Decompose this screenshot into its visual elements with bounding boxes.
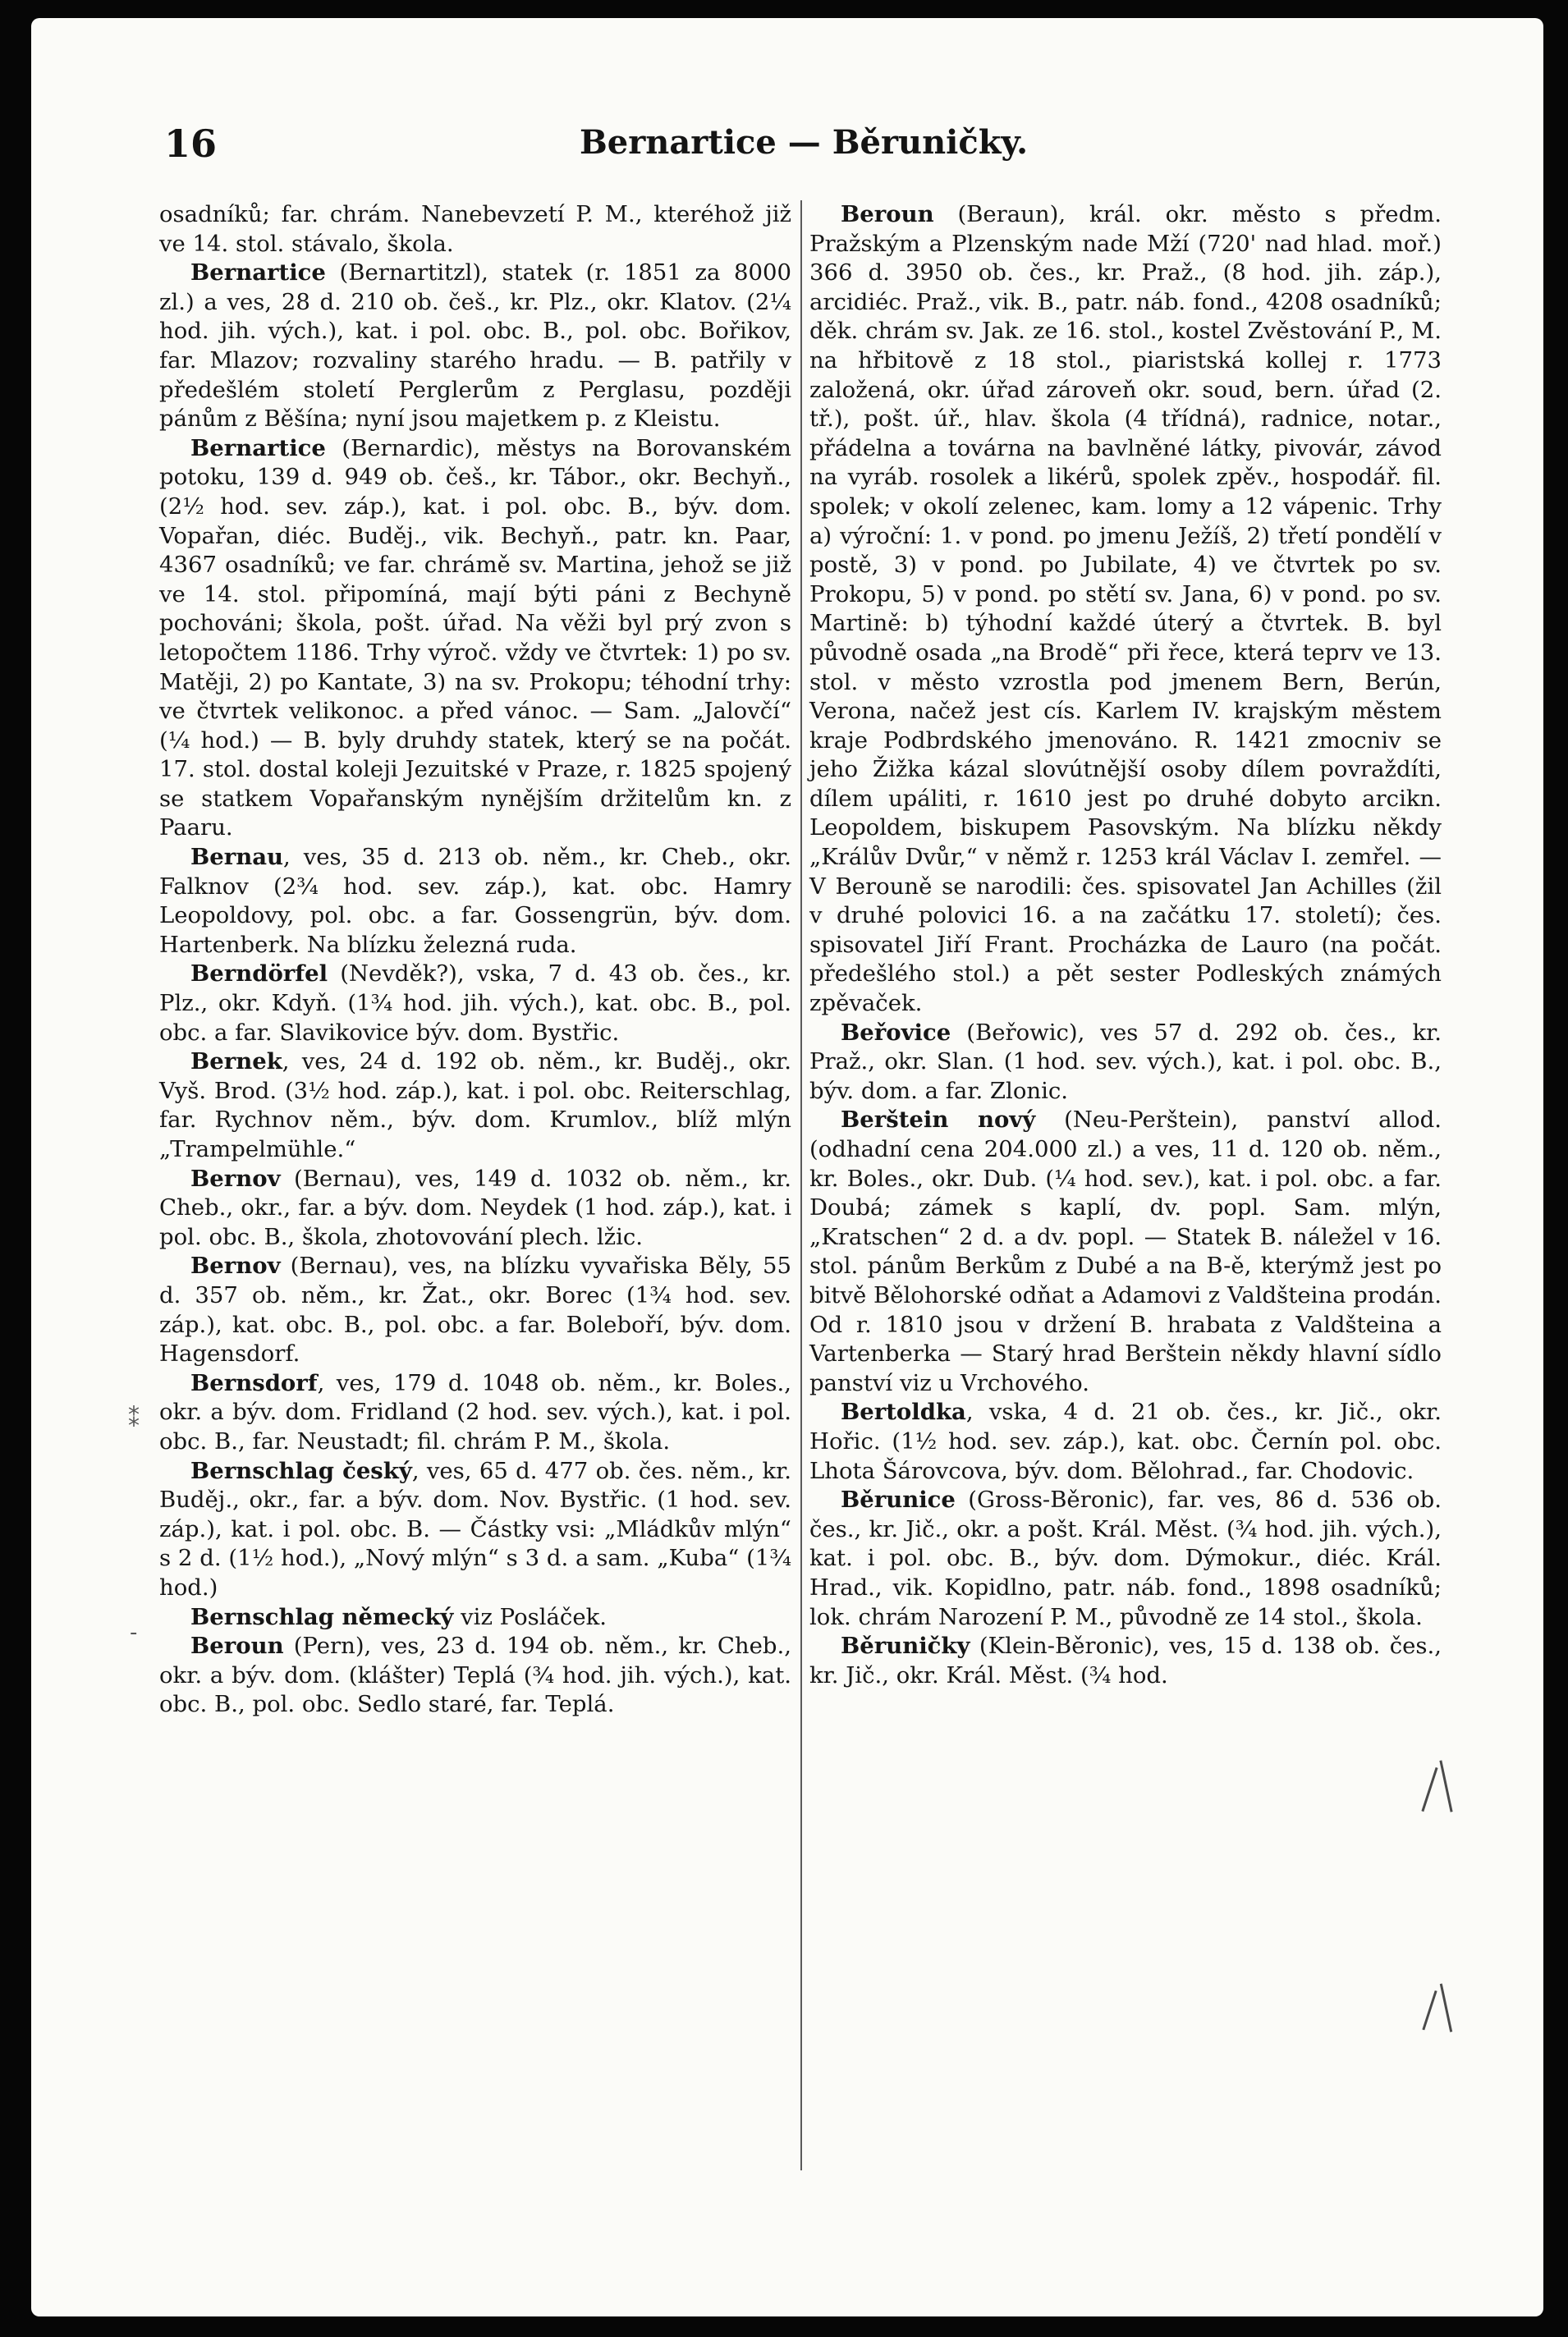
dictionary-entry (159, 1047, 791, 1164)
dictionary-entry (809, 1486, 1442, 1632)
entry-headword: Berndörfel (190, 960, 328, 987)
entry-text: (Bernau), ves, na blízku vyvařiska Běly, 55 d. 357 ob. něm., kr. Žat., okr. Borec (1¾ hod. sev. záp.), kat. obc. B., pol. obc. a far. Boleboří, býv. dom. Hagensdorf. (159, 1253, 791, 1368)
entry-text: (Bernardic), městys na Borovanském potoku, 139 d. 949 ob. češ., kr. Tábor., okr. Bechyň., (2½ hod. sev. záp.), kat. i pol. obc. B., býv. dom. Vopařan, diéc. Buděj., vik. Bechyň., patr. kn. Paar, 4367 osadníků; ve far. chrámě sv. Martina, jehož se již ve 14. stol. připomíná, mají býti páni z Bechyně pochováni; škola, pošt. úřad. Na věži byl prý zvon s letopočtem 1186. Trhy výroč. vždy ve čtvrtek: 1) po sv. Matěji, 2) po Kantate, 3) na sv. Prokopu; téhodní trhy: ve čtvrtek velikonoc. a před vánoc. — Sam. „Jalovčí“ (¼ hod.) — B. byly druhdy statek, který se na počát. 17. stol. dostal koleji Jezuitské v Praze, r. 1825 spojený se statkem Vopařanským nynějším držitelům kn. z Paaru. (159, 434, 791, 841)
entry-headword: Bernov (190, 1253, 281, 1280)
dictionary-entry (159, 259, 791, 434)
dictionary-entry (159, 1632, 791, 1720)
dictionary-entry (159, 1252, 791, 1368)
dictionary-entry (159, 960, 791, 1047)
entry-text: (Beřowic), ves 57 d. 292 ob. čes., kr. Praž., okr. Slan. (1 hod. sev. vých.), kat. i pol. obc. B., býv. dom. a far. Zlonic. (809, 1019, 1442, 1104)
right-column (809, 200, 1442, 1690)
dictionary-entry (159, 1603, 791, 1633)
dictionary-entry (159, 1165, 791, 1253)
entry-text: , ves, 35 d. 213 ob. něm., kr. Cheb., okr. Falknov (2¾ hod. sev. záp.), kat. obc. Hamry Leopoldovy, pol. obc. a far. Gossengrün, býv. dom. Hartenberk. Na blízku železná ruda. (159, 844, 791, 958)
entry-headword: Bernartice (190, 434, 326, 461)
entry-text: , ves, 24 d. 192 ob. něm., kr. Buděj., okr. Vyš. Brod. (3½ hod. záp.), kat. i pol. obc. Reiterschlag, far. Rychnov něm., býv. dom. Krumlov., blíž mlýn „Trampelmühle.“ (159, 1048, 791, 1162)
pencil-tick-mark (1422, 1991, 1437, 2030)
dictionary-entry (159, 434, 791, 843)
entry-headword: Beřovice (841, 1019, 951, 1046)
dictionary-entry (159, 200, 791, 259)
pencil-tick-mark (1439, 1760, 1452, 1812)
entry-text: , ves, 65 d. 477 ob. čes. něm., kr. Buděj., okr., far. a býv. dom. Nov. Bystřic. (1 hod. sev. záp.), kat. i pol. obc. B. — Částky vsi: „Mládkův mlýn“ s 2 d. (1½ hod.), „Nový mlýn“ s 3 d. a sam. „Kuba“ (1¾ hod.) (159, 1457, 791, 1601)
margin-star-mark: ⁑ (128, 1405, 140, 1432)
entry-text: (Gross-Běronic), far. ves, 86 d. 536 ob. čes., kr. Jič., okr. a pošt. Král. Měst. (¾ hod. jih. vých.), kat. i pol. obc. B., býv. dom. Dýmokur., diéc. Král. Hrad., vik. Kopidlno, patr. náb. fond., 1898 osadníků; lok. chrám Narození P. M., původně ze 14 stol., škola. (809, 1487, 1442, 1630)
entry-headword: Bernschlag německý (190, 1603, 454, 1630)
entry-headword: Bernov (190, 1165, 281, 1192)
page-number: 16 (164, 121, 218, 166)
entry-text: viz Posláček. (453, 1603, 607, 1630)
dictionary-entry (159, 1457, 791, 1603)
dictionary-entry (809, 1632, 1442, 1690)
left-column (159, 200, 791, 1720)
entry-headword: Běrunice (841, 1487, 956, 1514)
entry-headword: Beroun (841, 201, 934, 227)
entry-text: (Klein-Běronic), ves, 15 d. 138 ob. čes., kr. Jič., okr. Král. Měst. (¾ hod. (809, 1633, 1442, 1689)
entry-text: , vska, 4 d. 21 ob. čes., kr. Jič., okr. Hořic. (1½ hod. sev. záp.), kat. obc. Černín pol. obc. Lhota Šárovcova, býv. dom. Bělohrad., far. Chodovic. (809, 1399, 1442, 1484)
pencil-tick-mark (1421, 1767, 1437, 1812)
book-page (31, 18, 1543, 2316)
entry-headword: Bernek (190, 1048, 282, 1075)
entry-text: (Nevděk?), vska, 7 d. 43 ob. čes., kr. Plz., okr. Kdyň. (1¾ hod. jih. vých.), kat. obc. B., pol. obc. a far. Slavikovice býv. dom. Bystřic. (159, 960, 791, 1046)
entry-text: , ves, 179 d. 1048 ob. něm., kr. Boles., okr. a býv. dom. Fridland (2 hod. sev. vých.), kat. i pol. obc. B., far. Neustadt; fil. chrám P. M., škola. (159, 1369, 791, 1455)
entry-text: (Pern), ves, 23 d. 194 ob. něm., kr. Cheb., okr. a býv. dom. (klášter) Teplá (¾ hod. jih. vých.), kat. obc. B., pol. obc. Sedlo staré, far. Teplá. (159, 1633, 791, 1718)
entry-headword: Bernau (190, 844, 284, 871)
entry-text: (Beraun), král. okr. město s předm. Pražským a Plzenským nade Mží (720' nad hlad. moř.) 366 d. 3950 ob. čes., kr. Praž., (8 hod. jih. záp.), arcidiéc. Praž., vik. B., patr. náb. fond., 4208 osadníků; děk. chrám sv. Jak. ze 16. stol., kostel Zvěstování P., M. na hřbitově z 18 stol., piaristská kollej r. 1773 založená, okr. úřad zároveň okr. soud, bern. úřad (2. tř.), pošt. úř., hlav. škola (4 třídná), radnice, notar., přádelna a továrna na bavlněné látky, pivovár, závod na vyráb. rosolek a likérů, spolek zpěv., hospodář. fil. spolek; v okolí zelenec, kam. lomy a 12 vápenic. Trhy a) výroční: 1. v pond. po jmenu Ježíš, 2) třetí pondělí v postě, 3) v pond. po Jubilate, 4) ve čtvrtek po sv. Prokopu, 5) v pond. po stětí sv. Jana, 6) v pond. po sv. Martině: b) týhodní každé úterý a čtvrtek. B. byl původně osada „na Brodě“ při řece, která teprv ve 13. stol. v město vzrostla pod jmenem Bern, Berún, Verona, načež jest cís. Karlem IV. krajským městem kraje Podbrdského jmenováno. R. 1421 zmocniv se jeho Žižka kázal slovútnější osoby dílem povraždíti, dílem upáliti, r. 1610 jest po druhé dobyto arcikn. Leopoldem, biskupem Pasovským. Na blízku někdy „Králův Dvůr,“ v němž r. 1253 král Václav I. zemřel. — V Berouně se narodili: čes. spisovatel Jan Achilles (žil v druhé polovici 16. a na začátku 17. století); čes. spisovatel Jiří Frant. Procházka de Lauro (na počát. předešlého stol.) a pět sester Podleských známých zpěvaček. (809, 201, 1442, 1017)
entry-headword: Beroun (190, 1633, 284, 1660)
dictionary-entry (809, 1106, 1442, 1398)
entry-text: (Bernartitzl), statek (r. 1851 za 8000 zl.) a ves, 28 d. 210 ob. češ., kr. Plz., okr. Klatov. (2¼ hod. jih. vých.), kat. i pol. obc. B., pol. obc. Bořikov, far. Mlazov; rozvaliny starého hradu. — B. patřily v předešlém století Perglerům z Perglasu, později pánům z Běšína; nyní jsou majetkem p. z Kleistu. (159, 259, 791, 433)
column-divider (800, 200, 802, 2170)
dictionary-entry (809, 1019, 1442, 1107)
dictionary-entry (809, 200, 1442, 1019)
entry-headword: Bernschlag český (190, 1457, 412, 1484)
entry-headword: Bernsdorf (190, 1369, 318, 1396)
entry-headword: Berštein nový (841, 1107, 1036, 1134)
margin-dash-mark: - (130, 1620, 138, 1645)
entry-headword: Běruničky (841, 1633, 970, 1660)
dictionary-entry (159, 843, 791, 960)
dictionary-entry (809, 1398, 1442, 1486)
entry-headword: Bertoldka (841, 1399, 966, 1426)
pencil-tick-mark (1440, 1983, 1452, 2032)
entry-text: (Bernau), ves, 149 d. 1032 ob. něm., kr. Cheb., okr., far. a býv. dom. Neydek (1 hod. záp.), kat. i pol. obc. B., škola, zhotovování plech. lžic. (159, 1165, 791, 1250)
entry-text: (Neu-Perštein), panství allod. (odhadní cena 204.000 zl.) a ves, 11 d. 120 ob. něm., kr. Boles., okr. Dub. (¼ hod. sev.), kat. i pol. obc. a far. Doubá; zámek s kaplí, dv. popl. Sam. mlýn, „Kratschen“ 2 d. a dv. popl. — Statek B. náležel v 16. stol. pánům Berkům z Dubé a na B-ě, kterýmž jest po bitvě Bělohorské odňat a Adamovi z Valdšteina prodán. Od r. 1810 jsou v držení B. hrabata z Valdšteina a Vartenberka — Starý hrad Berštein někdy hlavní sídlo panství viz u Vrchového. (809, 1107, 1442, 1396)
entry-headword: Bernartice (190, 259, 326, 286)
page-header (164, 115, 1443, 189)
entry-text: osadníků; far. chrám. Nanebevzetí P. M., kteréhož již ve 14. stol. stávalo, škola. (159, 201, 791, 257)
dictionary-entry (159, 1369, 791, 1457)
running-title: Bernartice — Běruničky. (579, 123, 1029, 162)
